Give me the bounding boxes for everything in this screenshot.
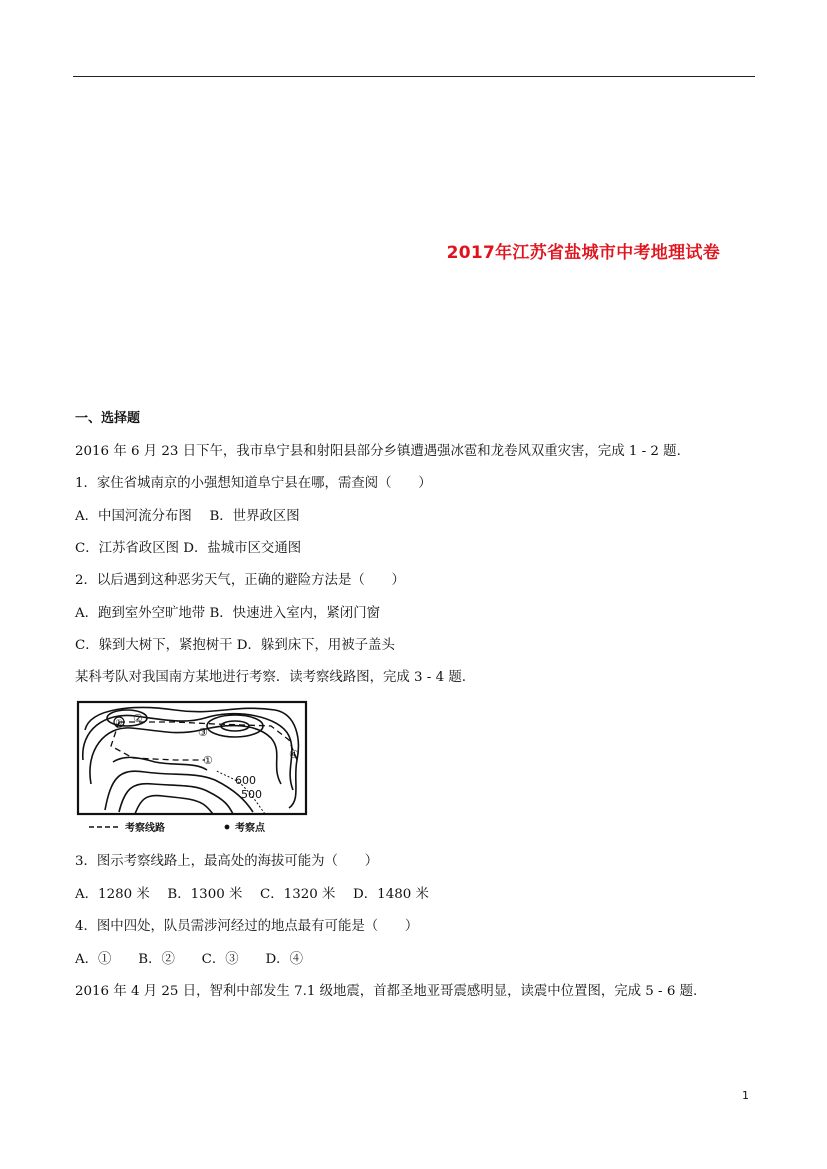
point-label-top-left: ① (115, 718, 123, 727)
question-1-options-row2: C．江苏省政区图 D．盐城市区交通图 (75, 541, 302, 556)
intro-q5-6: 2016 年 4 月 25 日，智利中部发生 7.1 级地震，首都圣地亚哥震感明显，读震中位置图，完成 5 - 6 题. (75, 984, 698, 999)
question-3-options: A．1280 米 B．1300 米 C．1320 米 D．1480 米 (75, 887, 429, 902)
legend-route-label: 考察线路 (125, 823, 165, 834)
question-4-stem: 4．图中四处，队员需涉河经过的地点最有可能是（ ） (75, 919, 419, 934)
header-rule (73, 76, 755, 77)
point-label-2: ② (133, 712, 143, 725)
question-2-stem: 2．以后遇到这种恶劣天气，正确的避险方法是（ ） (75, 573, 405, 588)
page-title: 2017年江苏省盐城市中考地理试卷 (446, 243, 720, 263)
section-heading: 一、选择题 (75, 411, 141, 426)
map-frame (78, 702, 306, 814)
question-3-stem: 3．图示考察线路上，最高处的海拔可能为（ ） (75, 854, 379, 869)
question-2-options-row2: C．躲到大树下，紧抱树干 D．躲到床下，用被子盖头 (75, 638, 395, 653)
contour-label-600: 600 (235, 774, 256, 787)
page-number: 1 (742, 1089, 749, 1102)
point-label-3: ③ (198, 726, 208, 739)
question-4-options: A．① B．② C．③ D．④ (75, 952, 303, 967)
point-label-1: ① (203, 754, 213, 767)
contour-route-map (75, 700, 315, 840)
intro-q3-4: 某科考队对我国南方某地进行考察．读考察线路图，完成 3 - 4 题. (75, 670, 467, 685)
point-label-4: ④ (289, 748, 299, 761)
intro-q1-2: 2016 年 6 月 23 日下午，我市阜宁县和射阳县部分乡镇遭遇强冰雹和龙卷风双重灾害，完成 1 - 2 题. (75, 444, 681, 459)
question-1-options-row1: A．中国河流分布图 B．世界政区图 (75, 509, 300, 524)
legend-point-symbol (225, 825, 230, 830)
legend-point-label: 考察点 (235, 823, 265, 834)
contour-label-500: 500 (241, 788, 262, 801)
question-1-stem: 1．家住省城南京的小强想知道阜宁县在哪，需查阅（ ） (75, 476, 432, 491)
question-2-options-row1: A．跑到室外空旷地带 B．快速进入室内，紧闭门窗 (75, 606, 380, 621)
